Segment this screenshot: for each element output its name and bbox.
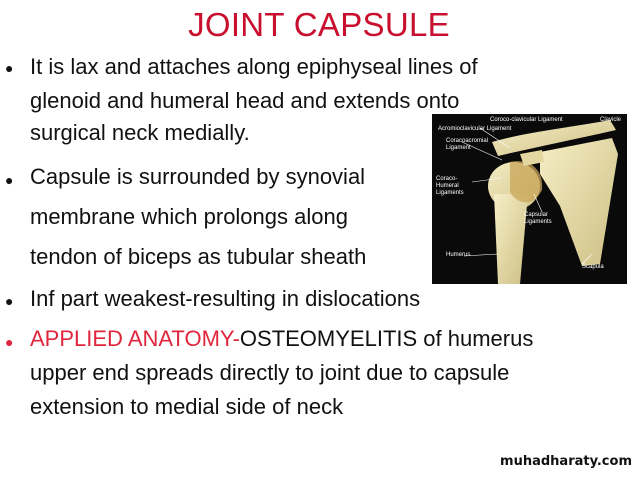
humerus-shaft-shape <box>494 194 528 284</box>
label-acromioclavicular: Acromioclavicular Ligament <box>438 126 512 132</box>
label-coraco-clavicular: Coroco-clavicular Ligament <box>490 117 563 123</box>
watermark: muhadharaty.com <box>500 454 632 469</box>
shoulder-joint-figure <box>432 114 627 284</box>
label-coraco-humeral: Coraco-Humeral Ligaments <box>436 176 464 196</box>
bullet-2-line-3: tendon of biceps as tubular sheath <box>30 244 367 269</box>
capsule-shape <box>510 161 542 202</box>
applied-anatomy-label: APPLIED ANATOMY- <box>30 326 240 351</box>
applied-line-3: extension to medial side of neck <box>30 394 344 419</box>
label-capsular: Capsular Ligaments <box>524 212 552 225</box>
applied-line-1-rest: OSTEOMYELITIS of humerus <box>239 326 534 351</box>
bullet-2-line-2: membrane which prolongs along <box>30 204 348 229</box>
bullet-1-line-2: glenoid and humeral head and extends onto <box>30 88 460 113</box>
bullet-marker: ● <box>5 293 14 309</box>
label-humerus: Humerus <box>446 252 471 258</box>
bullet-1-line-3: surgical neck medially. <box>30 120 250 145</box>
applied-line-2: upper end spreads directly to joint due to capsule <box>30 360 510 385</box>
label-clavicle: Clavicle <box>600 117 622 123</box>
page-title: JOINT CAPSULE <box>188 6 450 43</box>
label-coracoacromial: Coracoacromial Ligament <box>446 138 489 151</box>
bullet-3-line-1: Inf part weakest-resulting in dislocations <box>30 286 421 311</box>
label-scapula: Scapula <box>582 264 604 270</box>
applied-line-1 <box>30 324 533 354</box>
scapula-shape <box>540 138 618 266</box>
bullet-marker: ● <box>5 334 14 350</box>
bullet-marker: ● <box>5 60 14 76</box>
bullet-marker: ● <box>5 172 14 188</box>
bullet-1-line-1: It is lax and attaches along epiphyseal lines of <box>30 54 478 79</box>
bullet-2-line-1: Capsule is surrounded by synovial <box>30 164 366 189</box>
